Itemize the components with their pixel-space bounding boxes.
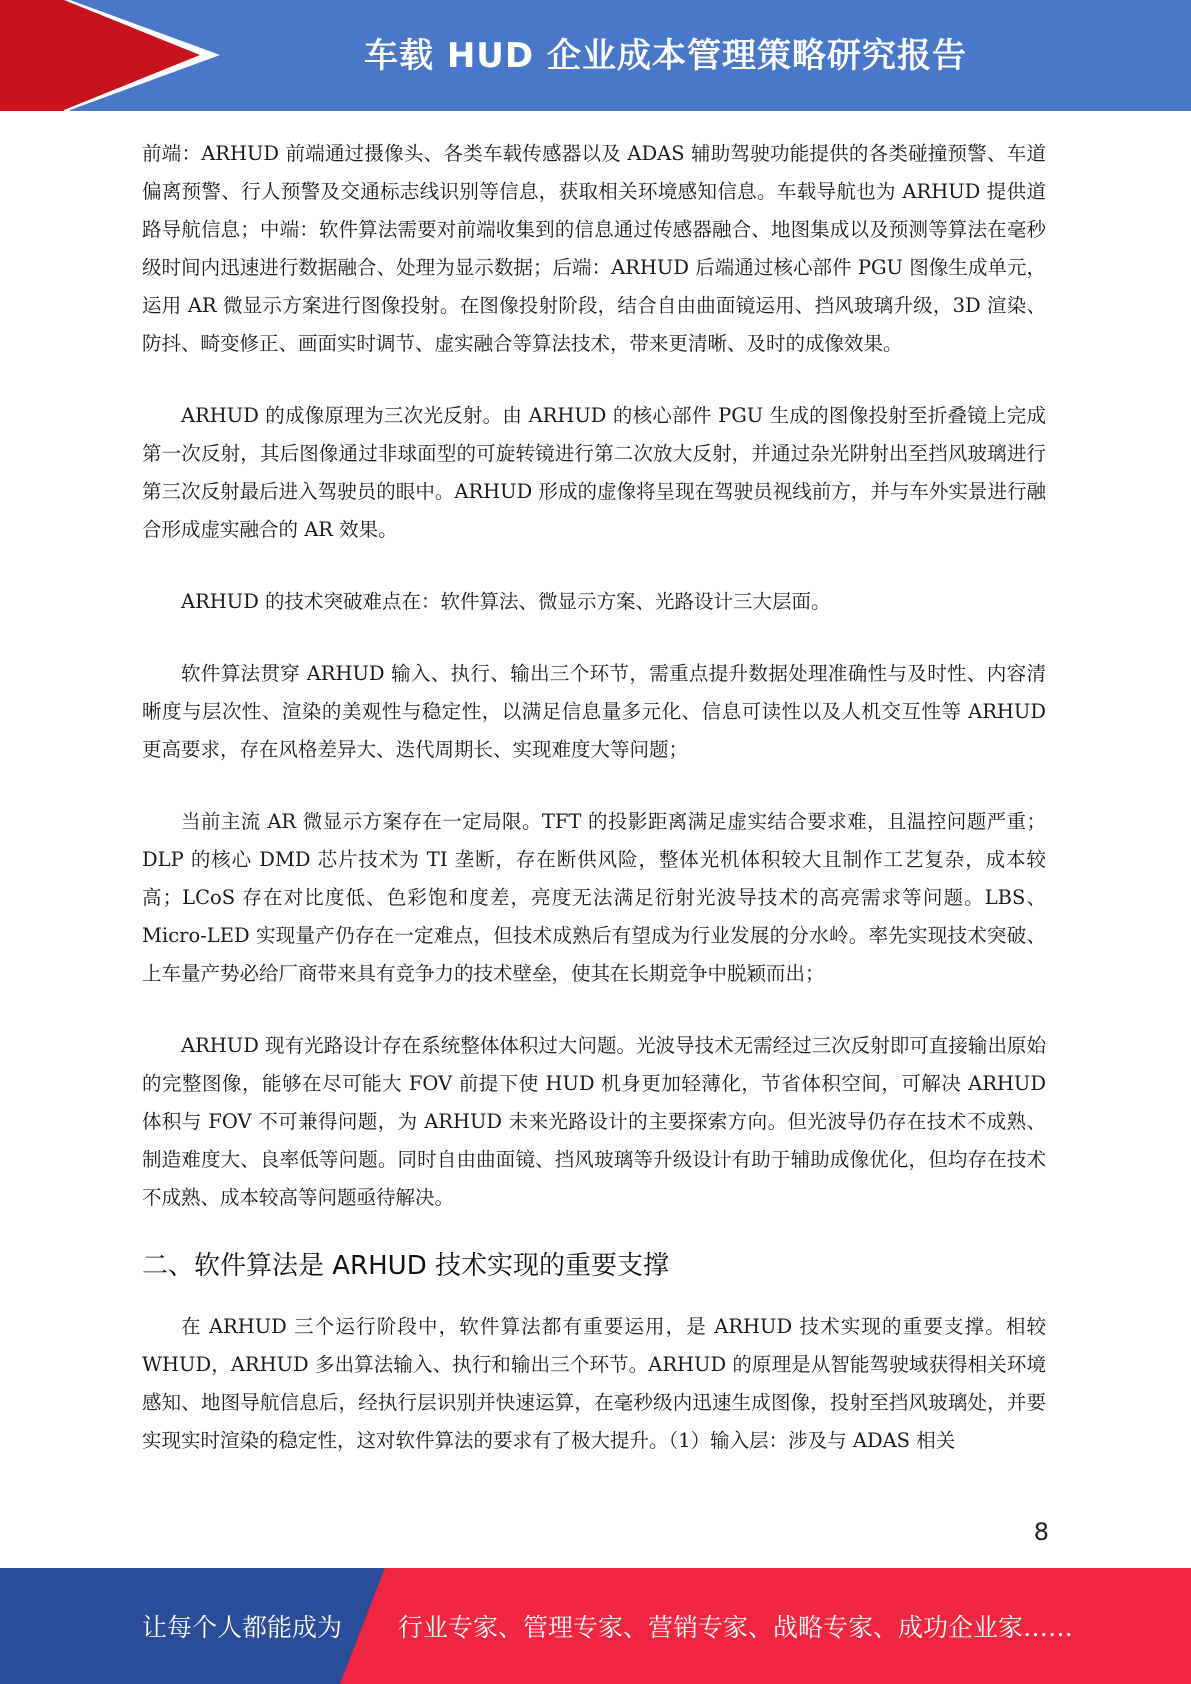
paragraph-imaging-principle: ARHUD 的成像原理为三次光反射。由 ARHUD 的核心部件 PGU 生成的图像投射至折叠镜上完成第一次反射，其后图像通过非球面型的可旋转镜进行第二次放大反射，并通过杂光阱射出至挡风玻璃进行第三次反射最后进入驾驶员的眼中。ARHUD 形成的虚像将呈现在驾驶员视线前方，并与车外实景进行融合形成虚实融合的 AR 效果。: [142, 404, 1046, 541]
header-decor-red: [0, 0, 64, 111]
paragraph-frontend: 前端：ARHUD 前端通过摄像头、各类车载传感器以及 ADAS 辅助驾驶功能提供的各类碰撞预警、车道偏离预警、行人预警及交通标志线识别等信息，获取相关环境感知信息。车载导航也为 ARHUD 提供道路导航信息；中端：软件算法需要对前端收集到的信息通过传感器融合、地图集成以及预测等算法在毫秒级时间内迅速进行数据融合、处理为显示数据；后端：ARHUD 后端通过核心部件 PGU 图像生成单元，运用 AR 微显示方案进行图像投射。在图像投射阶段，结合自由曲面镜运用、挡风玻璃升级，3D 渲染、防抖、畸变修正、画面实时调节、虚实融合等算法技术，带来更清晰、及时的成像效果。: [142, 142, 1046, 355]
document-body: [142, 135, 1046, 1460]
paragraph-optical-path: ARHUD 现有光路设计存在系统整体体积过大问题。光波导技术无需经过三次反射即可直接输出原始的完整图像，能够在尽可能大 FOV 前提下使 HUD 机身更加轻薄化，节省体积空间，可解决 ARHUD 体积与 FOV 不可兼得问题，为 ARHUD 未来光路设计的主要探索方向。但光波导仍存在技术不成熟、制造难度大、良率低等问题。同时自由曲面镜、挡风玻璃等升级设计有助于辅助成像优化，但均存在技术不成熟、成本较高等问题亟待解决。: [142, 1034, 1046, 1209]
footer-slogan-right: 行业专家、管理专家、营销专家、战略专家、成功企业家……: [398, 1613, 1074, 1642]
paragraph-section-body: 在 ARHUD 三个运行阶段中，软件算法都有重要运用，是 ARHUD 技术实现的重要支撑。相较 WHUD，ARHUD 多出算法输入、执行和输出三个环节。ARHUD 的原理是从智能驾驶域获得相关环境感知、地图导航信息后，经执行层识别并快速运算，在毫秒级内迅速生成图像，投射至挡风玻璃处，并要实现实时渲染的稳定性，这对软件算法的要求有了极大提升。（1）输入层：涉及与 ADAS 相关: [142, 1315, 1046, 1452]
paragraph-software-algorithm: 软件算法贯穿 ARHUD 输入、执行、输出三个环节，需重点提升数据处理准确性与及时性、内容清晰度与层次性、渲染的美观性与稳定性，以满足信息量多元化、信息可读性以及人机交互性等 ARHUD 更高要求，存在风格差异大、迭代周期长、实现难度大等问题；: [142, 662, 1046, 761]
report-title: 车载 HUD 企业成本管理策略研究报告: [364, 36, 967, 76]
section-heading: 二、软件算法是 ARHUD 技术实现的重要支撑: [142, 1251, 669, 1281]
page-footer: [0, 1568, 1191, 1684]
page-number: 8: [1033, 1518, 1049, 1546]
footer-slogan-left: 让每个人都能成为: [142, 1613, 343, 1642]
page-header: [0, 0, 1191, 111]
paragraph-tech-difficulty: ARHUD 的技术突破难点在：软件算法、微显示方案、光路设计三大层面。: [181, 590, 831, 613]
paragraph-micro-display: 当前主流 AR 微显示方案存在一定局限。TFT 的投影距离满足虚实结合要求难，且温控问题严重；DLP 的核心 DMD 芯片技术为 TI 垄断，存在断供风险，整体光机体积较大且制作工艺复杂，成本较高；LCoS 存在对比度低、色彩饱和度差，亮度无法满足衍射光波导技术的高亮需求等问题。LBS、Micro-LED 实现量产仍存在一定难点，但技术成熟后有望成为行业发展的分水岭。率先实现技术突破、上车量产势必给厂商带来具有竞争力的技术壁垒，使其在长期竞争中脱颖而出；: [142, 810, 1046, 985]
